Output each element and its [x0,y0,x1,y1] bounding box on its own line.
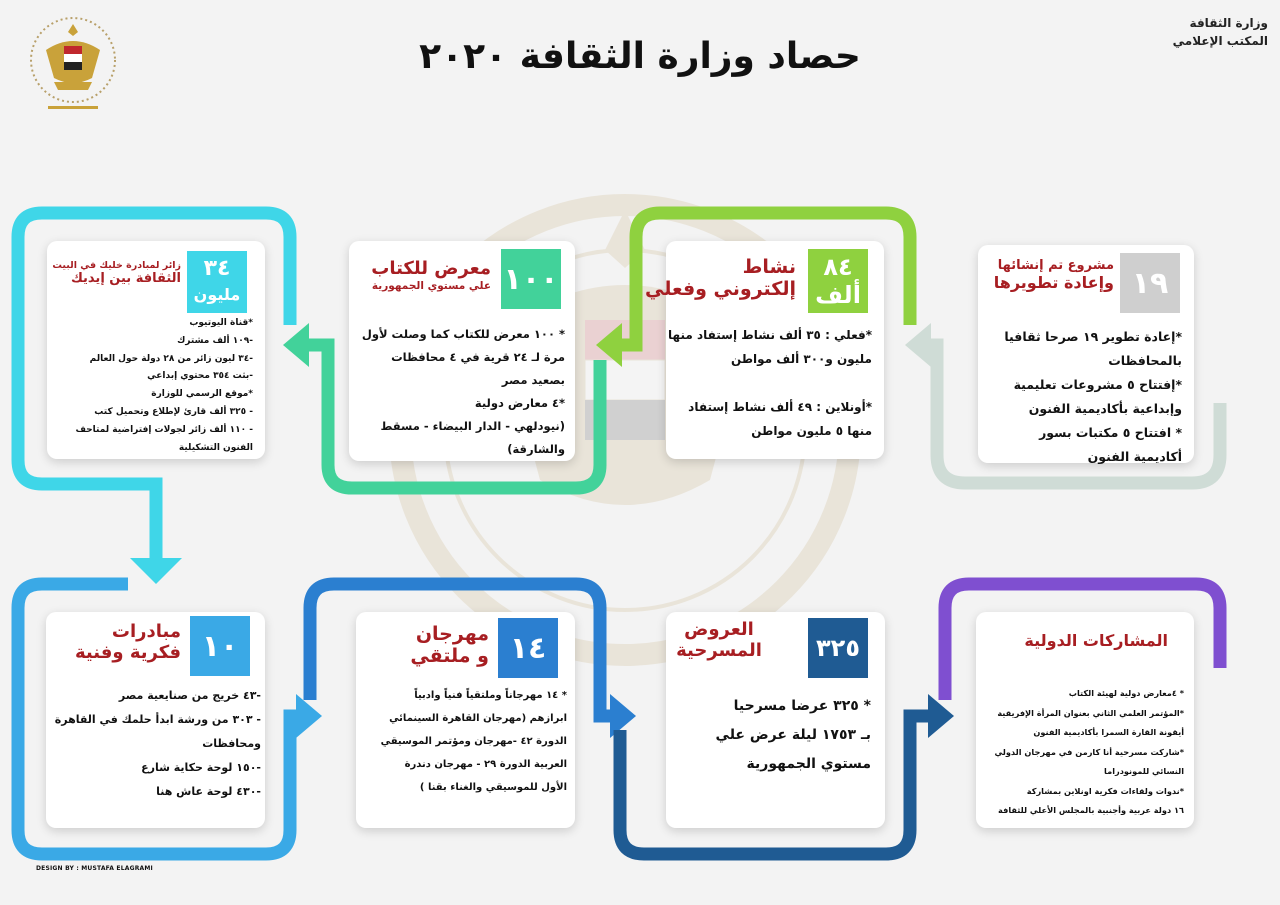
arrow-navy [928,694,954,738]
visitors-number-badge [187,251,247,313]
card-initiatives [46,612,265,828]
visitors-body: *قناة اليوتيوب -١٠٩ ألف مشترك -٣٤ ليون زائر من ٢٨ دولة حول العالم -بثت ٣٥٤ محتوي إبداعي *موقع الرسمي للوزارة - ٣٢٥ ألف قارئ لإطلاع وتحميل كتب - ١١٠ ألف زائر لجولات إفتراضية لمتاحف الفنون التشكيلية [75,318,253,453]
org-office: المكتب الإعلامي [1172,34,1268,48]
visitors-number-unit: مليون [193,285,241,304]
page-title: حصاد وزارة الثقافة ٢٠٢٠ [419,36,861,77]
arrow-sky [296,694,322,738]
international-title: المشاركات الدولية [1024,631,1168,650]
visitors-title: زائر لمبادرة خليك في البيت الثقافة بين إيديك [52,260,181,286]
initiatives-title: مبادرات فكرية وفنية [75,621,181,663]
festivals-number: ١٤ [509,630,547,666]
projects-number: ١٩ [1131,265,1169,301]
book-fair-title: معرض للكتاب علي مستوي الجمهورية [351,259,491,292]
card-international [976,612,1194,828]
projects-title: مشروع تم إنشائها وإعادة تطويرها [993,258,1114,292]
arrow-cyan [130,558,182,584]
book-fair-number-badge [501,249,561,309]
design-credit: DESIGN BY : MUSTAFA ELAGRAMI [36,865,153,872]
projects-body: *إعادة تطوير ١٩ صرحا ثقافيا بالمحافظات *إفتتاح ٥ مشروعات تعليمية وإبداعية بأكاديمية الفنون * افتتاح ٥ مكتبات بسور أكاديمية الفنون [1004,329,1182,464]
festivals-title: مهرجان و ملتقي [410,623,489,667]
activities-number-unit: ألف [815,281,861,309]
festivals-body: * ١٤ مهرجاناً وملتقياً فنياً وادبياً ابرازهم (مهرجان القاهرة السينمائي الدورة ٤٢ -مهرجان ومؤتمر الموسيقي العربية الدورة ٢٩ - مهرجان دندرة الأول للموسيقي والغناء بقنا ) [380,690,567,793]
international-body: * ٤معارض دولية لهيئة الكتاب *المؤتمر العلمي الثاني بعنوان المرأة الإفريقية أيقونة القارة السمرا بأكاديمية الفنون *شاركت مسرحية أنا كارمن في مهرجان الدولي النسائي للمونودراما *ندوات ولقاءات فكرية اونلاين بمشاركة ١٦ دولة عربية وأجنبية بالمجلس الأعلي للثقافة [994,688,1184,815]
projects-number-badge [1120,253,1180,313]
card-book-fair [349,241,575,461]
arrow-gray [905,323,931,367]
arrow-teal [283,323,309,367]
visitors-number: ٣٤ [203,256,231,281]
theater-title: العروض المسرحية [676,619,762,661]
activities-number: ٨٤ [823,253,853,281]
initiatives-number: ١٠ [201,628,239,664]
card-festivals [356,612,575,828]
theater-body: * ٣٢٥ عرضا مسرحيا بـ ١٧٥٣ ليلة عرض علي مستوي الجمهورية [715,698,871,772]
book-fair-subtitle: علي مستوي الجمهورية [371,279,491,292]
card-visitors [47,241,265,459]
initiatives-body: -٤٣ خريج من صنايعية مصر - ٣٠٣ من ورشة ابدأ حلمك في القاهرة ومحافظات -١٥٠ لوحة حكاية شارع -٤٣٠ لوحة عاش هنا [54,689,261,798]
theater-number-badge [808,618,868,678]
activities-body: *فعلي : ٣٥ ألف نشاط إستفاد منها مليون و٣٠٠ ألف مواطن *أونلاين : ٤٩ ألف نشاط إستفاد منها ٥ مليون مواطن [668,328,872,438]
activities-title: نشاط إلكتروني وفعلي [644,256,796,300]
theater-number: ٣٢٥ [816,634,860,662]
org-name: وزارة الثقافة [1189,16,1268,30]
initiatives-number-badge [190,616,250,676]
card-activities [644,241,884,459]
card-projects [978,245,1194,463]
book-fair-number: ١٠٠ [503,261,559,297]
festivals-number-badge [498,618,558,678]
activities-number-badge [808,249,868,313]
book-fair-body: * ١٠٠ معرض للكتاب كما وصلت لأول مرة لـ ٢٤ قرية في ٤ محافظات بصعيد مصر *٤ معارض دولية (نيودلهي - الدار البيضاء - مسقط والشارقة) [361,327,565,456]
card-theater [666,612,885,828]
